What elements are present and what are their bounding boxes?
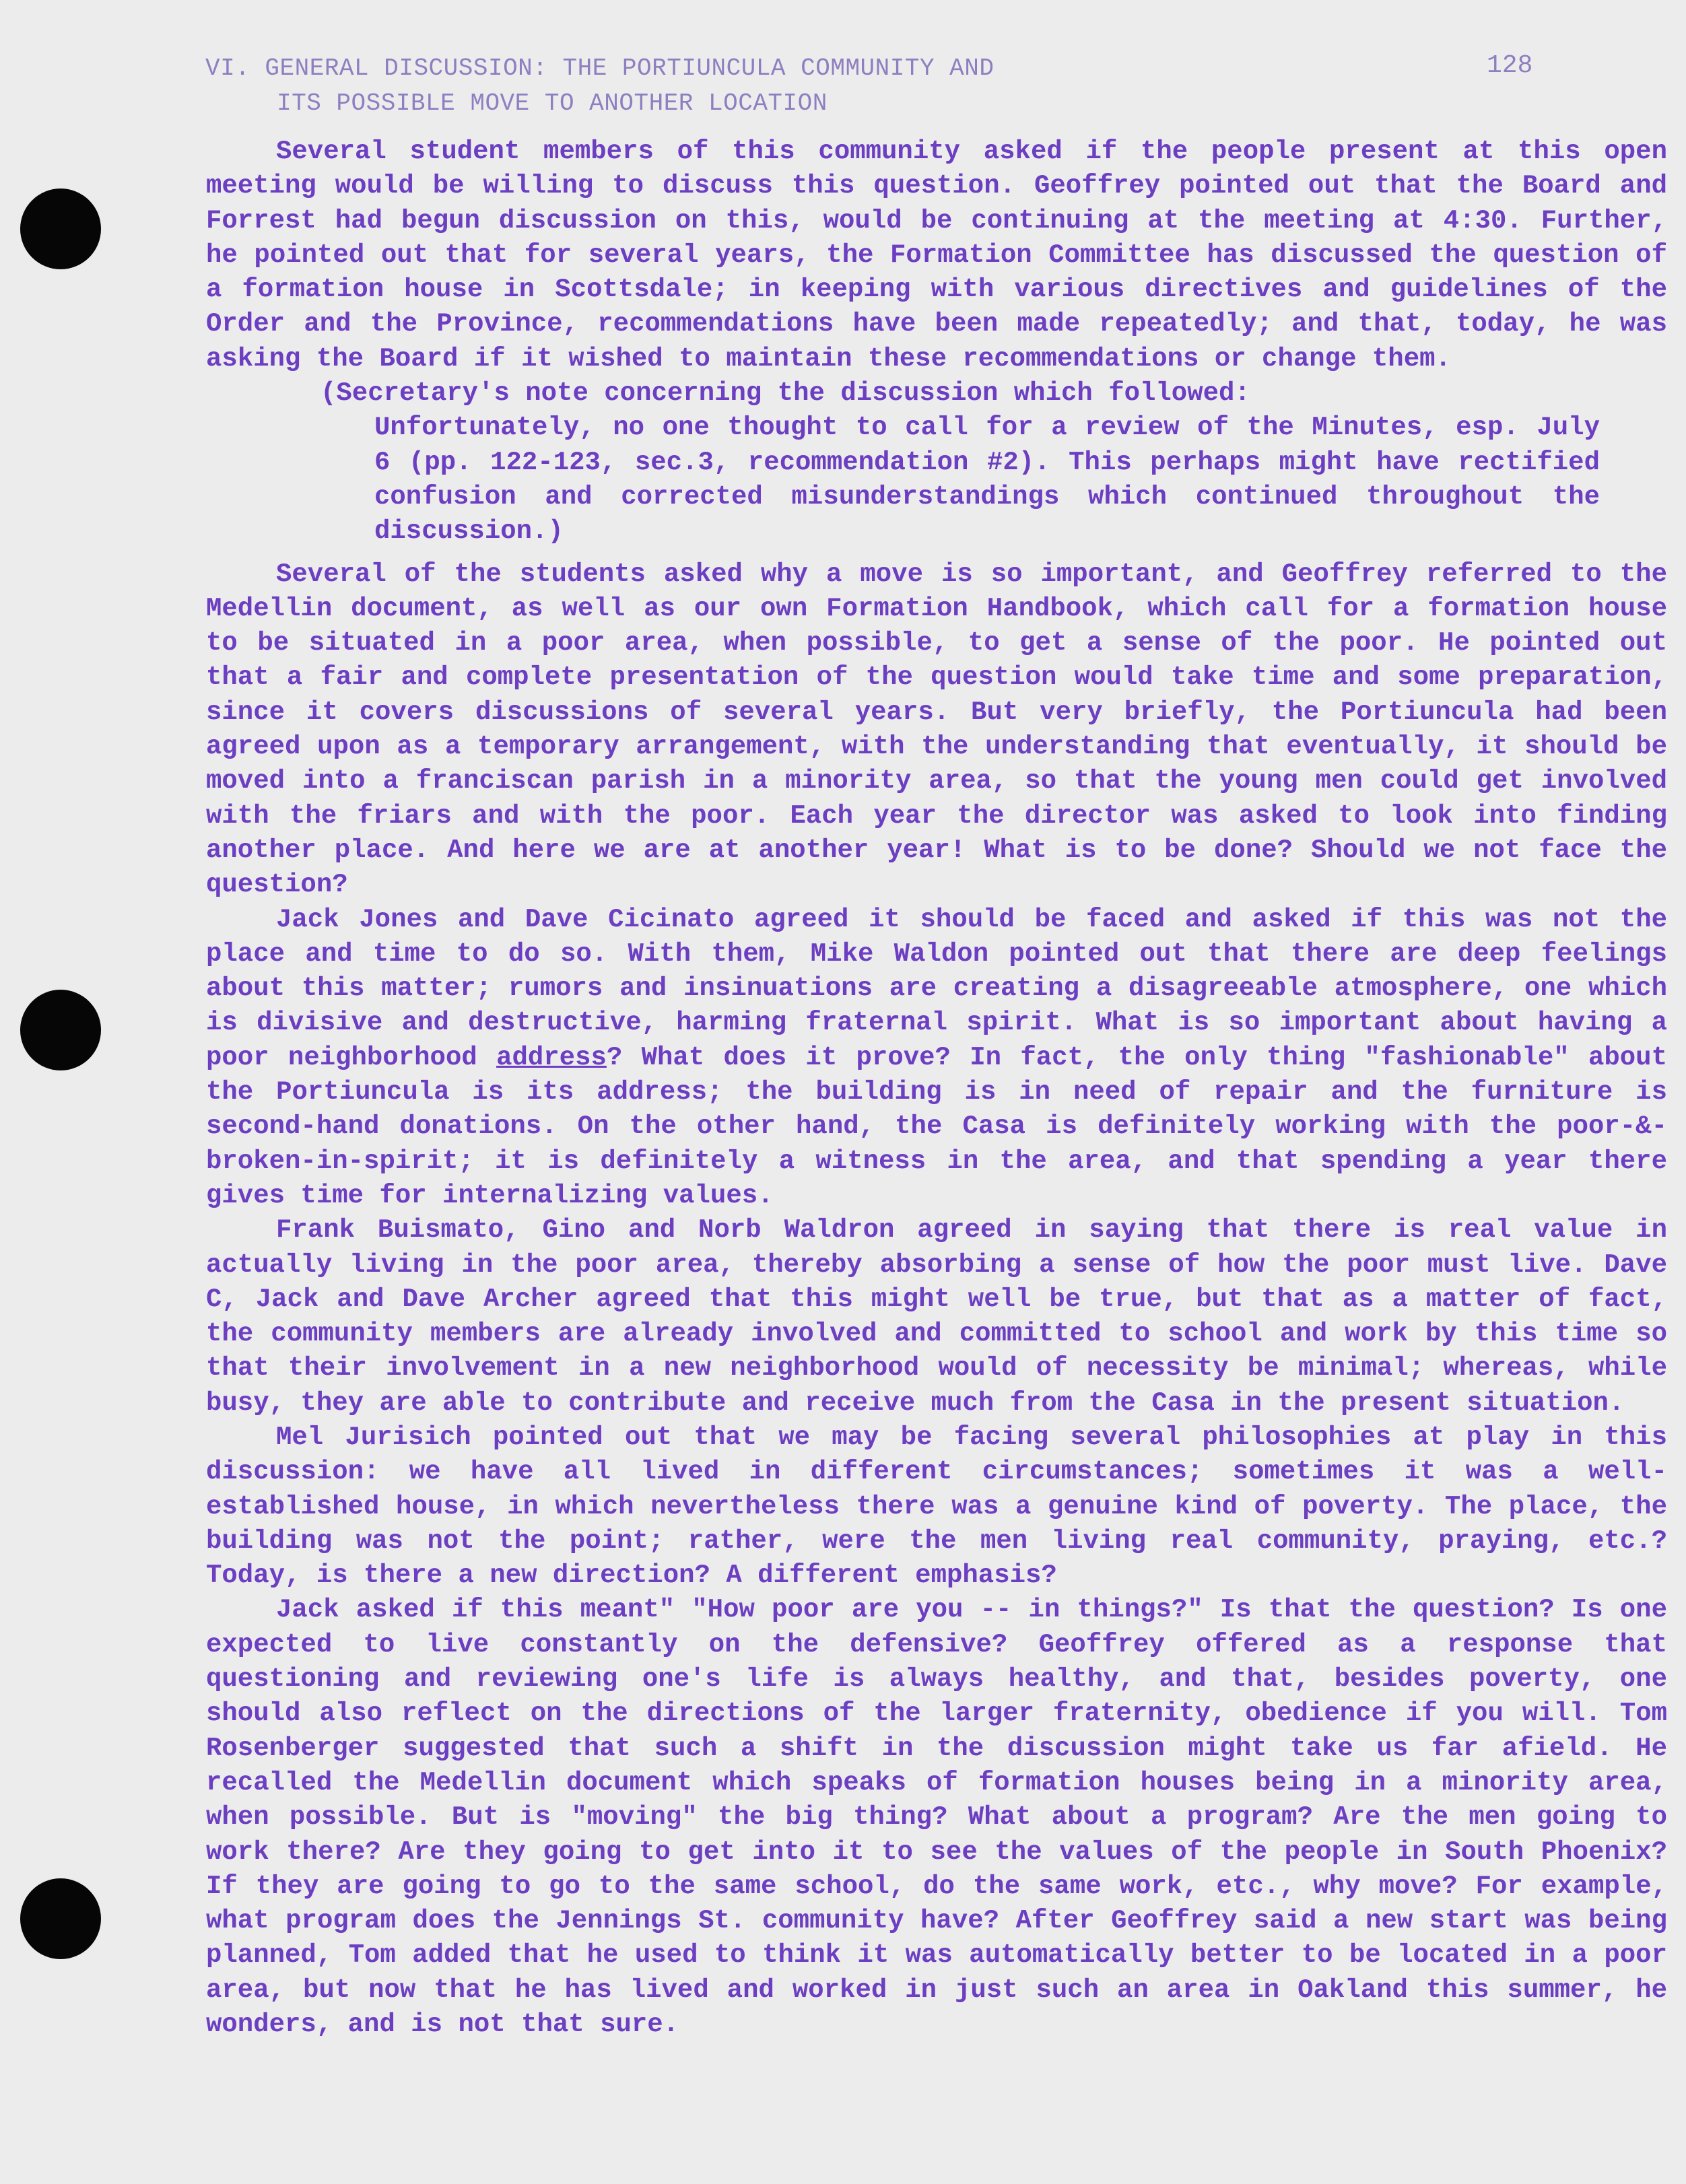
section-heading-line-1: VI. GENERAL DISCUSSION: THE PORTIUNCULA COMMUNITY AND: [205, 55, 994, 82]
minutes-body: [206, 135, 1667, 2042]
section-heading: [205, 51, 1592, 121]
paragraph-why-move: Several of the students asked why a move is so important, and Geoffrey referred to the Medellin document, as well as our own Formation Handbook, which call for a formation house to be situated in a poor area, when possible, to get a sense of the poor. He pointed out that a fair and complete presentation of the question would take time and some preparation, since it covers discussions of several years. But very briefly, the Portiuncula had been agreed upon as a temporary arrangement, with the understanding that eventually, it should be moved into a franciscan parish in a minority area, so that the young men could get involved with the friars and with the poor. Each year the director was asked to look into finding another place. And here we are at another year! What is to be done? Should we not face the question?: [206, 559, 1667, 900]
binder-hole: [20, 1878, 101, 1959]
page-number: 128: [1487, 51, 1533, 80]
secretary-note-heading: (Secretary's note concerning the discussion which followed:: [321, 378, 1250, 409]
paragraph-jack-jones-text-a: Jack Jones and Dave Cicinato agreed it should be faced and asked if this was not the place and time to do so. With them, Mike Waldon pointed out that there are deep feelings about this matter; rumors and insinuations are creating a disagreeable atmosphere, one which is divisive and destructive, harming fraternal spirit. What is so important about having a poor neighborhood: [206, 904, 1667, 1072]
paragraph-mel-jurisich: Mel Jurisich pointed out that we may be facing several philosophies at play in this discussion: we have all lived in different circumstances; sometimes it was a well-established house, in which nevertheless there was a genuine kind of poverty. The place, the building was not the point; rather, were the men living real community, praying, etc.? Today, is there a new direction? A different emphasis?: [206, 1422, 1667, 1591]
binder-hole: [20, 990, 101, 1070]
binder-hole: [20, 189, 101, 269]
paragraph-jack-jones-text-b: ? What does it prove? In fact, the only thing "fashionable" about the Portiuncula is its address; the building is in need of repair and the furniture is second-hand donations. On the other hand, the Casa is definitely working with the poor-&-broken-in-spirit; it is definitely a witness in the area, and that spending a year there gives time for internalizing values.: [206, 1042, 1667, 1210]
secretary-note-text: Unfortunately, no one thought to call for a review of the Minutes, esp. July 6 (pp. 122-123, sec.3, recommendation #2). This perhaps might have rectified confusion and corrected misunderstandings which continued throughout the discussion.): [374, 413, 1600, 547]
underlined-word-address: address: [496, 1042, 607, 1072]
paragraph-jack-asked: Jack asked if this meant" "How poor are you -- in things?" Is that the question? Is one expected to live constantly on the defensive? Geoffrey offered as a response that questioning and reviewing one's life is always healthy, and that, besides poverty, one should also reflect on the directions of the larger fraternity, obedience if you will. Tom Rosenberger suggested that such a shift in the discussion might take us far afield. He recalled the Medellin document which speaks of formation houses being in a minority area, when possible. But is "moving" the big thing? What about a program? Are the men going to work there? Are they going to get into it to see the values of the people in South Phoenix? If they are going to go to the same school, do the same work, etc., why move? For example, what program does the Jennings St. community have? After Geoffrey said a new start was being planned, Tom added that he used to think it was automatically better to be located in a poor area, but now that he has lived and worked in just such an area in Oakland this summer, he wonders, and is not that sure.: [206, 1595, 1667, 2040]
paragraph-frank-buismato: Frank Buismato, Gino and Norb Waldron agreed in saying that there is real value in actually living in the poor area, thereby absorbing a sense of how the poor must live. Dave C, Jack and Dave Archer agreed that this might well be true, but that as a matter of fact, the community members are already involved and committed to school and work by this time so that their involvement in a new neighborhood would of necessity be minimal; whereas, while busy, they are able to contribute and receive much from the Casa in the present situation.: [206, 1215, 1667, 1418]
section-heading-line-2: ITS POSSIBLE MOVE TO ANOTHER LOCATION: [277, 90, 828, 117]
paragraph-student-members: Several student members of this community asked if the people present at this open meeting would be willing to discuss this question. Geoffrey pointed out that the Board and Forrest had begun discussion on this, would be continuing at the meeting at 4:30. Further, he pointed out that for several years, the Formation Committee has discussed the question of a formation house in Scottsdale; in keeping with various directives and guidelines of the Order and the Province, recommendations have been made repeatedly; and that, today, he was asking the Board if it wished to maintain these recommendations or change them.: [206, 137, 1667, 374]
secretary-note: [321, 376, 1600, 549]
paragraph-jack-jones: [206, 903, 1667, 1214]
